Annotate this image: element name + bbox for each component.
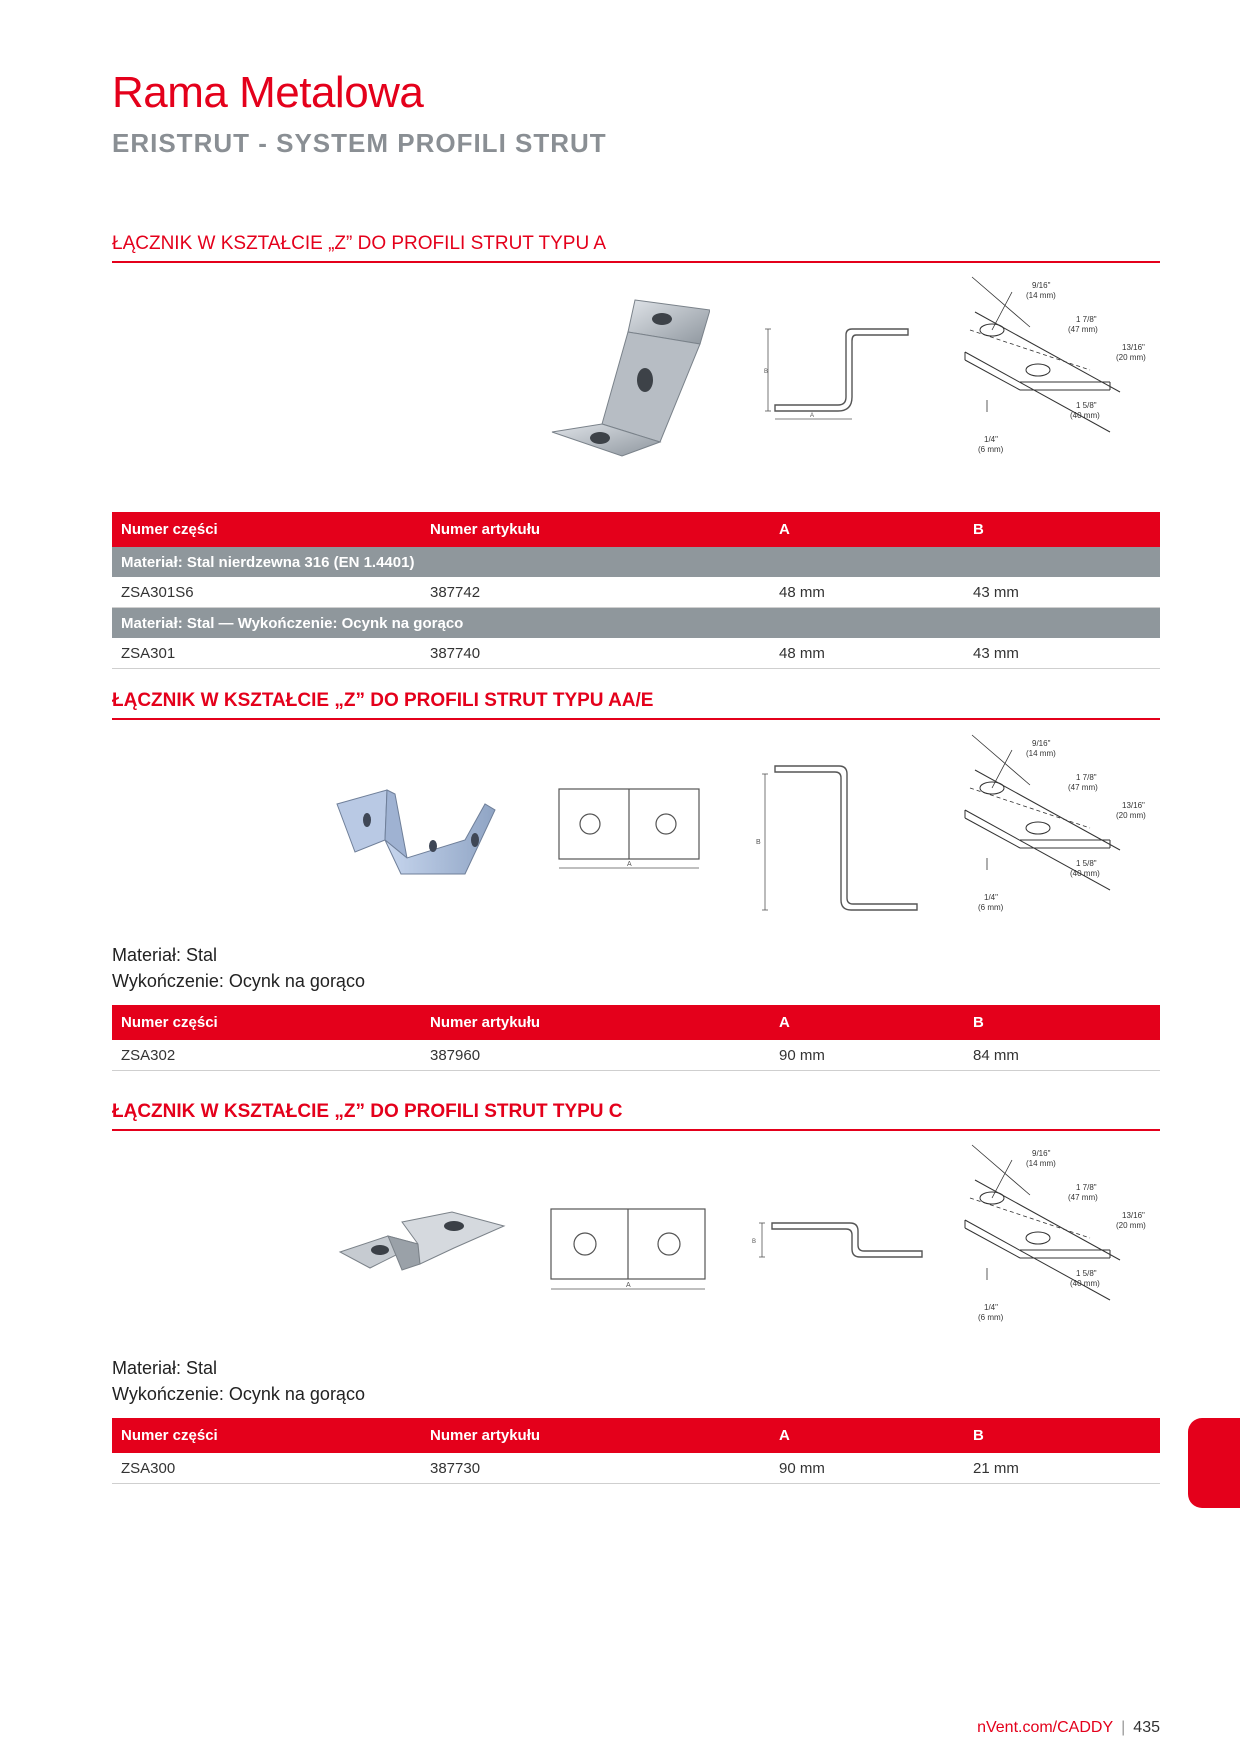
dimension-a-value: 48 mm xyxy=(770,577,964,608)
dim-label-hole-mm: (14 mm) xyxy=(1026,1159,1056,1168)
profile-drawing-type-c xyxy=(748,1215,928,1265)
section-heading-type-c: ŁĄCZNIK W KSZTAŁCIE „Z” DO PROFILI STRUT TYPU C xyxy=(112,1101,1160,1131)
dimension-b: B xyxy=(764,369,769,375)
table-row xyxy=(112,1453,1160,1484)
dim-label-width-in: 1 5/8" xyxy=(1076,1269,1097,1278)
finish-text: Wykończenie: Ocynk na gorąco xyxy=(112,1384,365,1404)
hole-spacing-diagram-2 xyxy=(960,730,1160,920)
dim-label-width-in: 1 5/8" xyxy=(1076,401,1097,410)
chapter-tab xyxy=(1188,1418,1240,1508)
article-number: 387740 xyxy=(421,638,770,669)
part-number: ZSA301S6 xyxy=(112,577,421,608)
col-b: B xyxy=(964,1005,1160,1040)
col-part-number: Numer części xyxy=(112,1005,421,1040)
dim-label-spacing-in: 1 7/8" xyxy=(1076,1183,1097,1192)
hole-spacing-diagram-3 xyxy=(960,1140,1160,1330)
page-footer xyxy=(977,1719,1160,1737)
col-article-number: Numer artykułu xyxy=(421,1418,770,1453)
dimension-b: B xyxy=(752,1239,757,1245)
material-group-row: Materiał: Stal — Wykończenie: Ocynk na gorąco xyxy=(112,608,1160,639)
dim-label-thick-in: 1/4" xyxy=(984,1303,998,1312)
product-image-zsa301 xyxy=(550,292,710,458)
finish-text: Wykończenie: Ocynk na gorąco xyxy=(112,971,365,991)
dimension-a-value: 48 mm xyxy=(770,638,964,669)
spec-table-type-c xyxy=(112,1418,1160,1484)
dim-label-width-mm: (40 mm) xyxy=(1070,411,1100,420)
col-a: A xyxy=(770,1005,964,1040)
dim-label-spacing-mm: (47 mm) xyxy=(1068,325,1098,334)
col-b: B xyxy=(964,512,1160,547)
col-part-number: Numer części xyxy=(112,512,421,547)
product-image-zsa302 xyxy=(335,782,505,882)
dim-label-spacing-mm: (47 mm) xyxy=(1068,783,1098,792)
col-article-number: Numer artykułu xyxy=(421,512,770,547)
plate-drawing-type-c xyxy=(545,1205,715,1295)
dim-label-thick-mm: (6 mm) xyxy=(978,1313,1004,1322)
material-info-type-c xyxy=(112,1355,365,1407)
hole-spacing-diagram-1 xyxy=(960,272,1160,462)
dimension-a: A xyxy=(810,413,815,419)
plate-drawing-type-aa-e xyxy=(555,785,705,875)
dim-label-edge-in: 13/16" xyxy=(1122,801,1145,810)
dimension-b-value: 43 mm xyxy=(964,638,1160,669)
dim-label-edge-in: 13/16" xyxy=(1122,1211,1145,1220)
profile-drawing-type-a xyxy=(760,325,920,425)
dim-label-thick-in: 1/4" xyxy=(984,893,998,902)
table-row xyxy=(112,1040,1160,1071)
dim-label-spacing-mm: (47 mm) xyxy=(1068,1193,1098,1202)
profile-drawing-type-aa-e xyxy=(755,762,925,912)
page-subtitle: ERISTRUT - SYSTEM PROFILI STRUT xyxy=(112,128,607,158)
dim-label-thick-mm: (6 mm) xyxy=(978,903,1004,912)
spec-table-type-aa-e xyxy=(112,1005,1160,1071)
material-text: Materiał: Stal xyxy=(112,945,218,965)
dimension-a-value: 90 mm xyxy=(770,1040,964,1071)
footer-separator: | xyxy=(1121,1719,1126,1736)
dim-label-hole-in: 9/16" xyxy=(1032,1149,1051,1158)
dim-label-spacing-in: 1 7/8" xyxy=(1076,315,1097,324)
dimension-b-value: 43 mm xyxy=(964,577,1160,608)
col-article-number: Numer artykułu xyxy=(421,1005,770,1040)
dim-label-width-mm: (40 mm) xyxy=(1070,1279,1100,1288)
dim-label-edge-mm: (20 mm) xyxy=(1116,811,1146,820)
dim-label-edge-in: 13/16" xyxy=(1122,343,1145,352)
article-number: 387742 xyxy=(421,577,770,608)
dimension-a-value: 90 mm xyxy=(770,1453,964,1484)
dim-label-thick-mm: (6 mm) xyxy=(978,445,1004,454)
table-row xyxy=(112,638,1160,669)
dimension-b-value: 84 mm xyxy=(964,1040,1160,1071)
col-part-number: Numer części xyxy=(112,1418,421,1453)
dimension-a: A xyxy=(627,861,632,868)
material-info-type-aa-e xyxy=(112,942,365,994)
page-title: Rama Metalowa xyxy=(112,68,424,117)
dimension-a: A xyxy=(626,1282,631,1289)
part-number: ZSA302 xyxy=(112,1040,421,1071)
part-number: ZSA300 xyxy=(112,1453,421,1484)
article-number: 387730 xyxy=(421,1453,770,1484)
material-group-row: Materiał: Stal nierdzewna 316 (EN 1.4401) xyxy=(112,547,1160,577)
spec-table-type-a xyxy=(112,512,1160,669)
article-number: 387960 xyxy=(421,1040,770,1071)
dim-label-edge-mm: (20 mm) xyxy=(1116,353,1146,362)
page-number: 435 xyxy=(1133,1719,1160,1736)
col-b: B xyxy=(964,1418,1160,1453)
dim-label-width-mm: (40 mm) xyxy=(1070,869,1100,878)
dimension-b-value: 21 mm xyxy=(964,1453,1160,1484)
dim-label-hole-mm: (14 mm) xyxy=(1026,749,1056,758)
section-heading-type-aa-e: ŁĄCZNIK W KSZTAŁCIE „Z” DO PROFILI STRUT TYPU AA/E xyxy=(112,690,1160,720)
dim-label-hole-mm: (14 mm) xyxy=(1026,291,1056,300)
part-number: ZSA301 xyxy=(112,638,421,669)
section-heading-type-a: ŁĄCZNIK W KSZTAŁCIE „Z” DO PROFILI STRUT TYPU A xyxy=(112,233,1160,263)
material-text: Materiał: Stal xyxy=(112,1358,218,1378)
dim-label-width-in: 1 5/8" xyxy=(1076,859,1097,868)
footer-url[interactable]: nVent.com/CADDY xyxy=(977,1719,1114,1736)
dim-label-spacing-in: 1 7/8" xyxy=(1076,773,1097,782)
dim-label-hole-in: 9/16" xyxy=(1032,281,1051,290)
product-image-zsa300 xyxy=(338,1208,508,1278)
dim-label-hole-in: 9/16" xyxy=(1032,739,1051,748)
dim-label-edge-mm: (20 mm) xyxy=(1116,1221,1146,1230)
dimension-b: B xyxy=(756,839,761,846)
dim-label-thick-in: 1/4" xyxy=(984,435,998,444)
col-a: A xyxy=(770,1418,964,1453)
table-row xyxy=(112,577,1160,608)
col-a: A xyxy=(770,512,964,547)
